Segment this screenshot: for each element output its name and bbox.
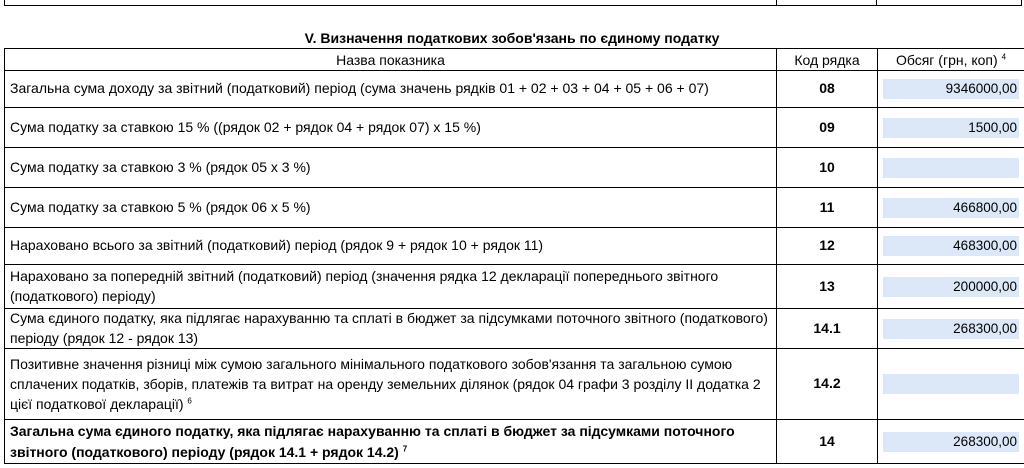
table-row <box>5 71 1024 108</box>
row-code: 14 <box>777 420 878 464</box>
table-row <box>5 228 1024 265</box>
row-code: 11 <box>777 188 878 228</box>
amount-field[interactable]: 200000,00 <box>883 277 1019 297</box>
row-code: 13 <box>777 265 878 309</box>
header-row-code: Код рядка <box>777 49 878 71</box>
row-code: 12 <box>777 228 878 265</box>
tax-liabilities-table <box>4 48 1024 464</box>
footnote-marker: 4 <box>1001 51 1007 61</box>
row-code: 09 <box>777 108 878 148</box>
row-name: Позитивне значення різниці між сумою загального мінімального податкового зобов'язання та загальною сумою сплачених податків, зборів, платежів та витрат на оренду земельних ділянок (рядок 04 графи 3 розділу ІІ додатка 2 цієї податкової декларації) $^6$ <box>5 349 777 420</box>
amount-field[interactable] <box>883 374 1019 394</box>
table-row <box>5 188 1024 228</box>
footnote-marker: 6 <box>187 396 192 406</box>
previous-table-fragment <box>4 0 1022 6</box>
amount-field[interactable]: 9346000,00 <box>883 79 1019 99</box>
amount-field[interactable]: 466800,00 <box>883 198 1019 218</box>
table-row <box>5 108 1024 148</box>
row-name: Сума податку за ставкою 5 % (рядок 06 х 5 %) <box>5 188 777 228</box>
row-name: Загальна сума єдиного податку, яка підлягає нарахуванню та сплаті в бюджет за підсумками поточного звітного (податкового) періоду (рядок 14.1 + рядок 14.2) $^7$ <box>5 420 777 464</box>
row-name: Сума єдиного податку, яка підлягає нарахуванню та сплаті в бюджет за підсумками поточного звітного (податкового) періоду (рядок 12 - рядок 13) <box>5 309 777 349</box>
amount-field[interactable]: 468300,00 <box>883 236 1019 256</box>
table-row <box>5 349 1024 420</box>
footnote-marker: 7 <box>402 443 408 453</box>
row-name: Сума податку за ставкою 15 % ((рядок 02 + рядок 04 + рядок 07) х 15 %) <box>5 108 777 148</box>
table-row-total <box>5 420 1024 464</box>
row-code: 14.1 <box>777 309 878 349</box>
table-row <box>5 309 1024 349</box>
amount-field[interactable]: 268300,00 <box>883 319 1019 339</box>
row-code: 10 <box>777 148 878 188</box>
row-name: Нараховано всього за звітний (податковий) період (рядок 9 + рядок 10 + рядок 11) <box>5 228 777 265</box>
row-name: Сума податку за ставкою 3 % (рядок 05 х 3 %) <box>5 148 777 188</box>
amount-field[interactable]: 1500,00 <box>883 118 1019 138</box>
amount-field[interactable]: 268300,00 <box>883 432 1019 452</box>
row-name: Загальна сума доходу за звітний (податковий) період (сума значень рядків 01 + 02 + 03 + 04 + 05 + 06 + 07) <box>5 71 777 108</box>
row-code: 14.2 <box>777 349 878 420</box>
header-amount: Обсяг (грн, коп) $^4$ <box>878 49 1024 71</box>
table-row <box>5 265 1024 309</box>
table-header-row <box>5 49 1024 71</box>
section-title: V. Визначення податкових зобов'язань по єдиному податку <box>304 30 720 46</box>
header-indicator-name: Назва показника <box>5 49 777 71</box>
table-row <box>5 148 1024 188</box>
row-name: Нараховано за попередній звітний (податковий) період (значення рядка 12 декларації попереднього звітного (податкового) періоду) <box>5 265 777 309</box>
row-code: 08 <box>777 71 878 108</box>
amount-field[interactable] <box>883 158 1019 178</box>
